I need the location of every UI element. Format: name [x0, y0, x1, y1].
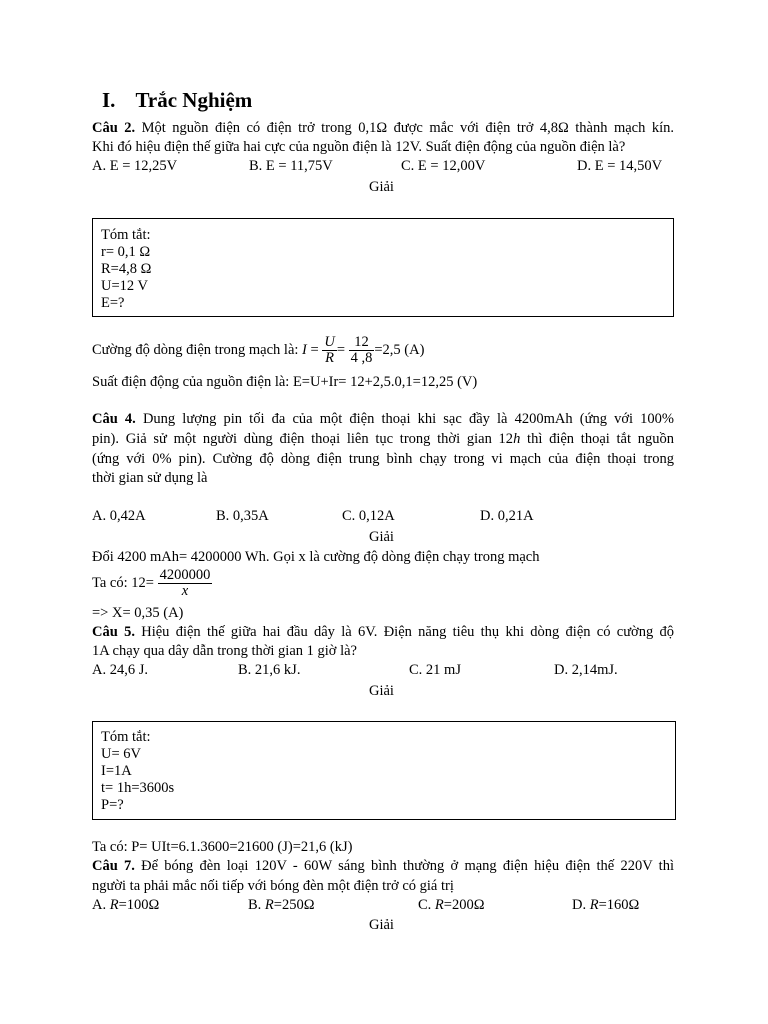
question-5-option-c: C. 21 mJ: [409, 662, 461, 678]
question-2-summary-box: [92, 218, 674, 317]
question-4-line-3: (ứng với 0% pin). Cường độ dòng điện trung bình chạy trong vi mạch của điện thoại trong: [92, 451, 674, 467]
question-5-label: Câu 5.: [92, 624, 135, 640]
question-2-line-2: Khi đó hiệu điện thế giữa hai cực của nguồn điện là 12V. Suất điện động của nguồn điện là?: [92, 139, 626, 155]
question-4-solution-line-1: Đổi 4200 mAh= 4200000 Wh. Gọi x là cường độ dòng điện chạy trong mạch: [92, 549, 540, 565]
question-5-option-d: D. 2,14mJ.: [554, 662, 618, 678]
question-5-line-2: 1A chạy qua dây dẫn trong thời gian 1 giờ là?: [92, 643, 357, 659]
question-7-option-c: C. R=200Ω: [418, 897, 485, 913]
question-5-summary-box: [92, 721, 676, 820]
question-4-option-d: D. 0,21A: [480, 508, 534, 524]
question-7-option-d: D. R=160Ω: [572, 897, 640, 913]
question-5-solution-label: Giải: [369, 683, 394, 699]
question-4-solution-line-2: Ta có: 12= $\frac{4200000}{x}$: [92, 567, 211, 599]
summary-line: r= 0,1 Ω: [101, 244, 151, 260]
question-7-line-1: Câu 7. Để bóng đèn loại 120V - 60W sáng bình thường ở mạng điện hiệu điện thế 220V thì: [92, 858, 674, 874]
question-2-solution-line-2: Suất điện động của nguồn điện là: E=U+Ir= 12+2,5.0,1=12,25 (V): [92, 374, 478, 390]
summary-line: t= 1h=3600s: [101, 780, 175, 796]
section-number: I.: [102, 88, 116, 112]
question-4-solution-line-3: => X= 0,35 (A): [92, 605, 184, 621]
summary-line: U=12 V: [101, 278, 148, 294]
fraction-12-over-4-8: $\frac{12}{4 ,8}$: [350, 334, 373, 366]
question-2-solution-label: Giải: [369, 179, 394, 195]
question-4-option-b: B. 0,35A: [216, 508, 269, 524]
question-4-option-a: A. 0,42A: [92, 508, 146, 524]
question-7-option-a: A. R=100Ω: [92, 897, 160, 913]
summary-line: U= 6V: [101, 746, 141, 762]
question-4-line-1: Câu 4. Dung lượng pin tối đa của một điện thoại khi sạc đầy là 4200mAh (ứng với 100%: [92, 411, 674, 427]
question-4-solution-label: Giải: [369, 529, 394, 545]
question-4-line-4: thời gian sử dụng là: [92, 470, 208, 486]
question-2-option-c: C. E = 12,00V: [401, 158, 486, 174]
question-5-option-b: B. 21,6 kJ.: [238, 662, 301, 678]
question-7-option-b: B. R=250Ω: [248, 897, 315, 913]
fraction-4200000-over-x: $\frac{4200000}{x}$: [159, 567, 211, 599]
section-heading: [102, 88, 252, 113]
question-2-line-1: Câu 2. Một nguồn điện có điện trở trong 0,1Ω được mắc với điện trở 4,8Ω thành mạch kín.: [92, 120, 674, 136]
question-4-label: Câu 4.: [92, 411, 136, 427]
question-2-solution-line-1: Cường độ dòng điện trong mạch là: I = $\frac{U}{R}$ = $\frac{12}{4 ,8}$ =2,5 (A): [92, 334, 425, 366]
summary-line: R=4,8 Ω: [101, 261, 152, 277]
question-7-label: Câu 7.: [92, 858, 135, 874]
question-5-solution-line-1: Ta có: P= UIt=6.1.3600=21600 (J)=21,6 (kJ): [92, 839, 353, 855]
question-2-option-b: B. E = 11,75V: [249, 158, 333, 174]
question-5-option-a: A. 24,6 J.: [92, 662, 148, 678]
fraction-u-over-r: $\frac{U}{R}$: [324, 334, 335, 366]
section-title: Trắc Nghiệm: [135, 88, 253, 112]
question-4-option-c: C. 0,12A: [342, 508, 395, 524]
question-7-line-2: người ta phải mắc nối tiếp với bóng đèn một điện trở có giá trị: [92, 878, 454, 894]
summary-line: P=?: [101, 797, 124, 813]
question-4-line-2: pin). Giả sử một người dùng điện thoại liên tục trong thời gian 12h thì điện thoại tắt nguồn: [92, 431, 674, 447]
question-7-solution-label: Giải: [369, 917, 394, 933]
summary-line: Tóm tắt:: [101, 729, 151, 745]
question-2-label: Câu 2.: [92, 120, 136, 136]
summary-line: I=1A: [101, 763, 132, 779]
summary-line: E=?: [101, 295, 125, 311]
question-2-option-a: A. E = 12,25V: [92, 158, 178, 174]
question-5-line-1: Câu 5. Hiệu điện thế giữa hai đầu dây là 6V. Điện năng tiêu thụ khi dòng điện có cường độ: [92, 624, 675, 640]
summary-line: Tóm tắt:: [101, 227, 151, 243]
question-2-option-d: D. E = 14,50V: [577, 158, 663, 174]
